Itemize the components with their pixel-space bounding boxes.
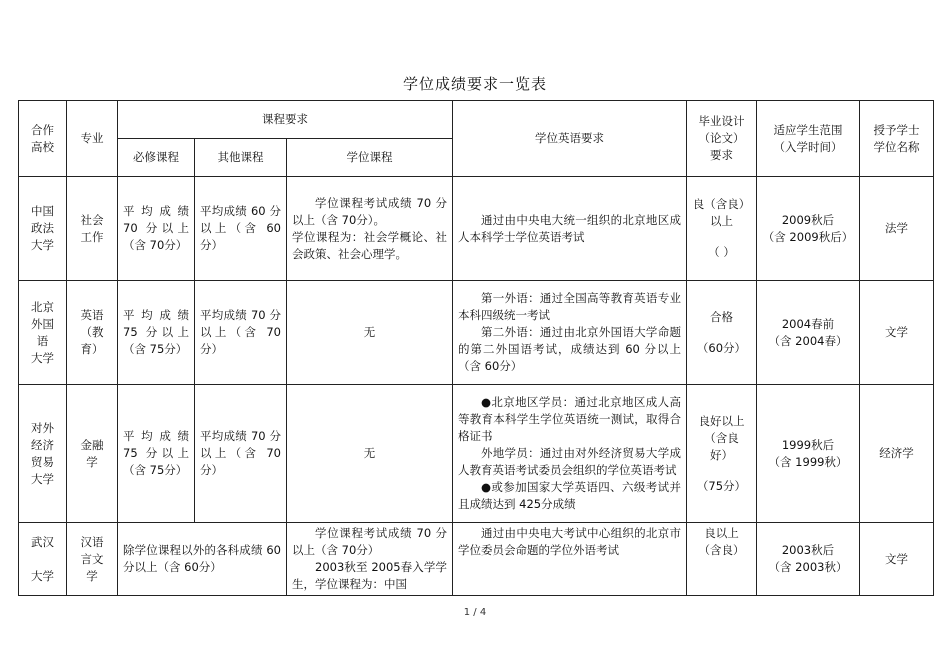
cell-required: 平 均 成 绩 70 分以上（含 70分） <box>118 177 195 281</box>
cell-english: 通过由中央电大考试中心组织的北京市学位委员会命题的学位外语考试 <box>453 523 687 596</box>
cell-thesis <box>687 177 757 281</box>
cell-degree-name: 法学 <box>860 177 934 281</box>
degree-course-list: 2003秋至 2005春入学学生，学位课程为：中国 <box>292 560 447 591</box>
page-title: 学位成绩要求一览表 <box>402 75 547 93</box>
header-english-requirement: 学位英语要求 <box>453 101 687 177</box>
page-number: 1 / 4 <box>463 607 487 618</box>
thesis-grade: 良（含良） 以上 <box>692 197 751 228</box>
cell-english <box>453 385 687 523</box>
thesis-score: （75分） <box>696 478 747 493</box>
english-first-language: 第一外语：通过全国高等教育英语专业本科四级统一考试 <box>458 291 681 322</box>
header-student-scope: 适应学生范围 （入学时间） <box>757 101 860 177</box>
cell-degree-name: 文学 <box>860 523 934 596</box>
cell-degree-name: 文学 <box>860 281 934 385</box>
thesis-grade: 良好以上 （含良 好） <box>698 413 745 462</box>
header-major: 专业 <box>67 101 118 177</box>
cell-degree-course <box>287 523 453 596</box>
cell-required: 平 均 成 绩 75 分以上（含 75分） <box>118 385 195 523</box>
cell-school: 中国 政法 大学 <box>19 177 67 281</box>
header-other-courses: 其他课程 <box>195 139 287 177</box>
cell-thesis: 良以上 （含良） <box>687 523 757 596</box>
table-row <box>19 385 934 523</box>
cell-scope: 2003秋后 （含 2003秋） <box>757 523 860 596</box>
header-course-requirements: 课程要求 <box>118 101 453 139</box>
header-school: 合作 高校 <box>19 101 67 177</box>
cell-other: 平均成绩 60 分以上（含 60 分） <box>195 177 287 281</box>
thesis-grade: 合格 <box>710 309 733 324</box>
cell-major: 金融 学 <box>67 385 118 523</box>
header-row-1 <box>19 101 934 139</box>
english-second-language: 第二外语：通过由北京外国语大学命题的第二外国语考试，成绩达到 60 分以上（含 60分） <box>458 325 681 373</box>
cell-english <box>453 281 687 385</box>
degree-course-score: 学位课程考试成绩 70 分以上（含 70分） <box>292 526 447 557</box>
header-required-courses: 必修课程 <box>118 139 195 177</box>
cell-degree-course: 无 <box>287 385 453 523</box>
cell-required: 平 均 成 绩 75 分以上（含 75分） <box>118 281 195 385</box>
cell-major: 英语 （教 育） <box>67 281 118 385</box>
cell-school: 对外 经济 贸易 大学 <box>19 385 67 523</box>
cell-major: 汉语 言文 学 <box>67 523 118 596</box>
header-degree-courses: 学位课程 <box>287 139 453 177</box>
cell-other: 平均成绩 70 分以上（含 70 分） <box>195 385 287 523</box>
table-row <box>19 523 934 596</box>
cell-thesis <box>687 385 757 523</box>
cell-required-and-other: 除学位课程以外的各科成绩 60分以上（含 60分） <box>118 523 287 596</box>
cell-scope: 1999秋后 （含 1999秋） <box>757 385 860 523</box>
cell-major: 社会 工作 <box>67 177 118 281</box>
cell-school: 武汉 大学 <box>19 523 67 596</box>
english-cet-option: ●或参加国家大学英语四、六级考试并且成绩达到 425分成绩 <box>458 480 681 511</box>
cell-degree-course: 无 <box>287 281 453 385</box>
cell-degree-name: 经济学 <box>860 385 934 523</box>
cell-school: 北京 外国 语 大学 <box>19 281 67 385</box>
header-thesis-requirement: 毕业设计 （论文） 要求 <box>687 101 757 177</box>
cell-scope: 2004春前 （含 2004春） <box>757 281 860 385</box>
cell-thesis <box>687 281 757 385</box>
cell-scope: 2009秋后 （含 2009秋后） <box>757 177 860 281</box>
table-row <box>19 177 934 281</box>
cell-degree-course: 学位课程考试成绩 70 分以上（含 70分）。 学位课程为：社会学概论、社会政策、社会心理学。 <box>287 177 453 281</box>
cell-other: 平均成绩 70 分以上（含 70 分） <box>195 281 287 385</box>
cell-english: 通过由中央电大统一组织的北京地区成人本科学士学位英语考试 <box>453 177 687 281</box>
thesis-score: （ ） <box>708 245 735 259</box>
degree-requirements-table <box>18 100 934 596</box>
thesis-score: （60分） <box>696 340 747 355</box>
header-degree-name: 授予学士 学位名称 <box>860 101 934 177</box>
table-row <box>19 281 934 385</box>
english-remote-students: 外地学员：通过由对外经济贸易大学成人教育英语考试委员会组织的学位英语考试 <box>458 446 681 477</box>
english-beijing-students: ●北京地区学员：通过北京地区成人高等教育本科学生学位英语统一测试，取得合格证书 <box>458 395 681 443</box>
